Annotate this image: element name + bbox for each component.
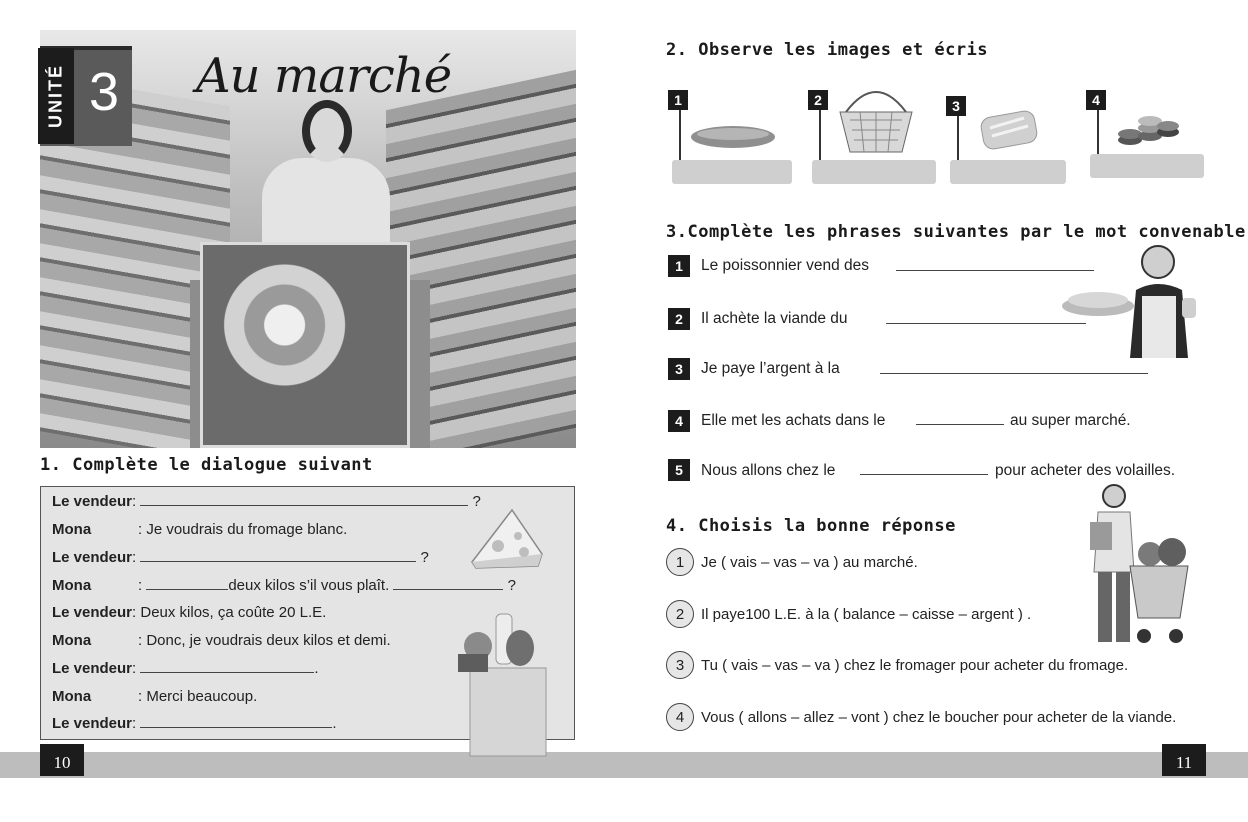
speaker: Le vendeur bbox=[52, 493, 133, 510]
item-number: 1 bbox=[668, 90, 688, 110]
basket-icon bbox=[836, 82, 916, 158]
line-text: : bbox=[132, 549, 137, 566]
answer-blank[interactable] bbox=[140, 561, 416, 562]
sentence: Nous allons chez le bbox=[701, 462, 836, 479]
item-number: 2 bbox=[808, 90, 828, 110]
sign-post bbox=[819, 110, 821, 162]
speaker: Le vendeur bbox=[52, 715, 133, 732]
choice-sentence[interactable]: Tu ( vais – vas – va ) chez le fromager pour acheter du fromage. bbox=[701, 657, 1129, 674]
answer-blank[interactable] bbox=[140, 727, 332, 728]
unit-label: UNITÉ bbox=[38, 48, 74, 144]
shopping-cart bbox=[200, 242, 410, 448]
line-text: : Merci beaucoup. bbox=[138, 688, 258, 705]
speaker: Mona bbox=[52, 632, 92, 649]
answer-blank[interactable] bbox=[140, 505, 468, 506]
line-text: : bbox=[132, 715, 137, 732]
speaker: Le vendeur bbox=[52, 660, 133, 677]
line-text: : Deux kilos, ça coûte 20 L.E. bbox=[132, 604, 327, 621]
bread-icon bbox=[690, 124, 776, 150]
section4-heading: 4. Choisis la bonne réponse bbox=[666, 516, 956, 536]
sentence: Le poissonnier vend des bbox=[701, 257, 870, 274]
speaker: Le vendeur bbox=[52, 604, 133, 621]
sentence-end: au super marché. bbox=[1010, 412, 1131, 429]
answer-blank[interactable] bbox=[140, 672, 314, 673]
line-end: ? bbox=[472, 493, 481, 510]
sentence-end: pour acheter des volailles. bbox=[995, 462, 1176, 479]
answer-blank[interactable] bbox=[146, 589, 228, 590]
answer-blank[interactable] bbox=[393, 589, 503, 590]
dialogue-line bbox=[52, 660, 319, 677]
line-text: deux kilos s’il vous plaît. bbox=[228, 577, 390, 594]
shopper-cart-illustration bbox=[1080, 482, 1196, 652]
answer-line[interactable] bbox=[916, 424, 1004, 425]
item-number: 3 bbox=[946, 96, 966, 116]
answer-line[interactable] bbox=[880, 373, 1148, 374]
page-title: Au marché bbox=[196, 48, 452, 104]
item-number: 1 bbox=[666, 548, 694, 576]
soap-icon bbox=[978, 108, 1040, 152]
answer-strip[interactable] bbox=[812, 160, 936, 184]
answer-strip[interactable] bbox=[672, 160, 792, 184]
speaker: Mona bbox=[52, 688, 92, 705]
item-number: 4 bbox=[1086, 90, 1106, 110]
item-number: 3 bbox=[668, 358, 690, 380]
dialogue-line bbox=[52, 549, 429, 566]
item-number: 3 bbox=[666, 651, 694, 679]
dialogue-line bbox=[52, 604, 326, 621]
grocery-bag-icon bbox=[448, 608, 552, 758]
dialogue-line bbox=[52, 493, 481, 510]
dialogue-line bbox=[52, 577, 516, 594]
page-footer-band bbox=[0, 752, 1248, 778]
section3-heading: 3.Complète les phrases suivantes par le mot convenable bbox=[666, 222, 1246, 242]
page-number-left: 10 bbox=[40, 744, 84, 776]
page-number-right: 11 bbox=[1162, 744, 1206, 776]
vendor-illustration bbox=[1058, 240, 1208, 360]
section2-heading: 2. Observe les images et écris bbox=[666, 40, 989, 60]
line-text: : Donc, je voudrais deux kilos et demi. bbox=[138, 632, 391, 649]
coins-icon bbox=[1116, 110, 1180, 148]
line-text: : bbox=[132, 660, 137, 677]
line-end: . bbox=[314, 660, 319, 677]
sentence: Il achète la viande du bbox=[701, 310, 848, 327]
item-number: 1 bbox=[668, 255, 690, 277]
answer-strip[interactable] bbox=[950, 160, 1066, 184]
speaker: Mona bbox=[52, 521, 92, 538]
answer-strip[interactable] bbox=[1090, 154, 1204, 178]
line-text: : Je voudrais du fromage blanc. bbox=[138, 521, 348, 538]
item-number: 4 bbox=[668, 410, 690, 432]
sign-post bbox=[679, 110, 681, 162]
item-number: 2 bbox=[668, 308, 690, 330]
item-number: 5 bbox=[668, 459, 690, 481]
sentence: Elle met les achats dans le bbox=[701, 412, 886, 429]
line-end: ? bbox=[507, 577, 516, 594]
choice-sentence[interactable]: Vous ( allons – allez – vont ) chez le boucher pour acheter de la viande. bbox=[701, 709, 1177, 726]
line-text: : bbox=[138, 577, 143, 594]
dialogue-line bbox=[52, 632, 391, 649]
cheese-icon bbox=[468, 506, 544, 570]
section1-heading: 1. Complète le dialogue suivant bbox=[40, 455, 373, 475]
line-end: . bbox=[332, 715, 337, 732]
speaker: Le vendeur bbox=[52, 549, 133, 566]
line-end: ? bbox=[420, 549, 429, 566]
speaker: Mona bbox=[52, 577, 92, 594]
choice-sentence[interactable]: Je ( vais – vas – va ) au marché. bbox=[701, 554, 918, 571]
shopper-head bbox=[302, 100, 352, 162]
item-number: 4 bbox=[666, 703, 694, 731]
answer-line[interactable] bbox=[860, 474, 988, 475]
choice-sentence[interactable]: Il paye100 L.E. à la ( balance – caisse – argent ) . bbox=[701, 606, 1032, 623]
dialogue-line bbox=[52, 688, 257, 705]
unit-number: 3 bbox=[88, 62, 120, 122]
answer-line[interactable] bbox=[886, 323, 1086, 324]
line-text: : bbox=[132, 493, 137, 510]
dialogue-line bbox=[52, 521, 347, 538]
item-number: 2 bbox=[666, 600, 694, 628]
sentence: Je paye l’argent à la bbox=[701, 360, 840, 377]
dialogue-line bbox=[52, 715, 337, 732]
sign-post bbox=[957, 116, 959, 162]
